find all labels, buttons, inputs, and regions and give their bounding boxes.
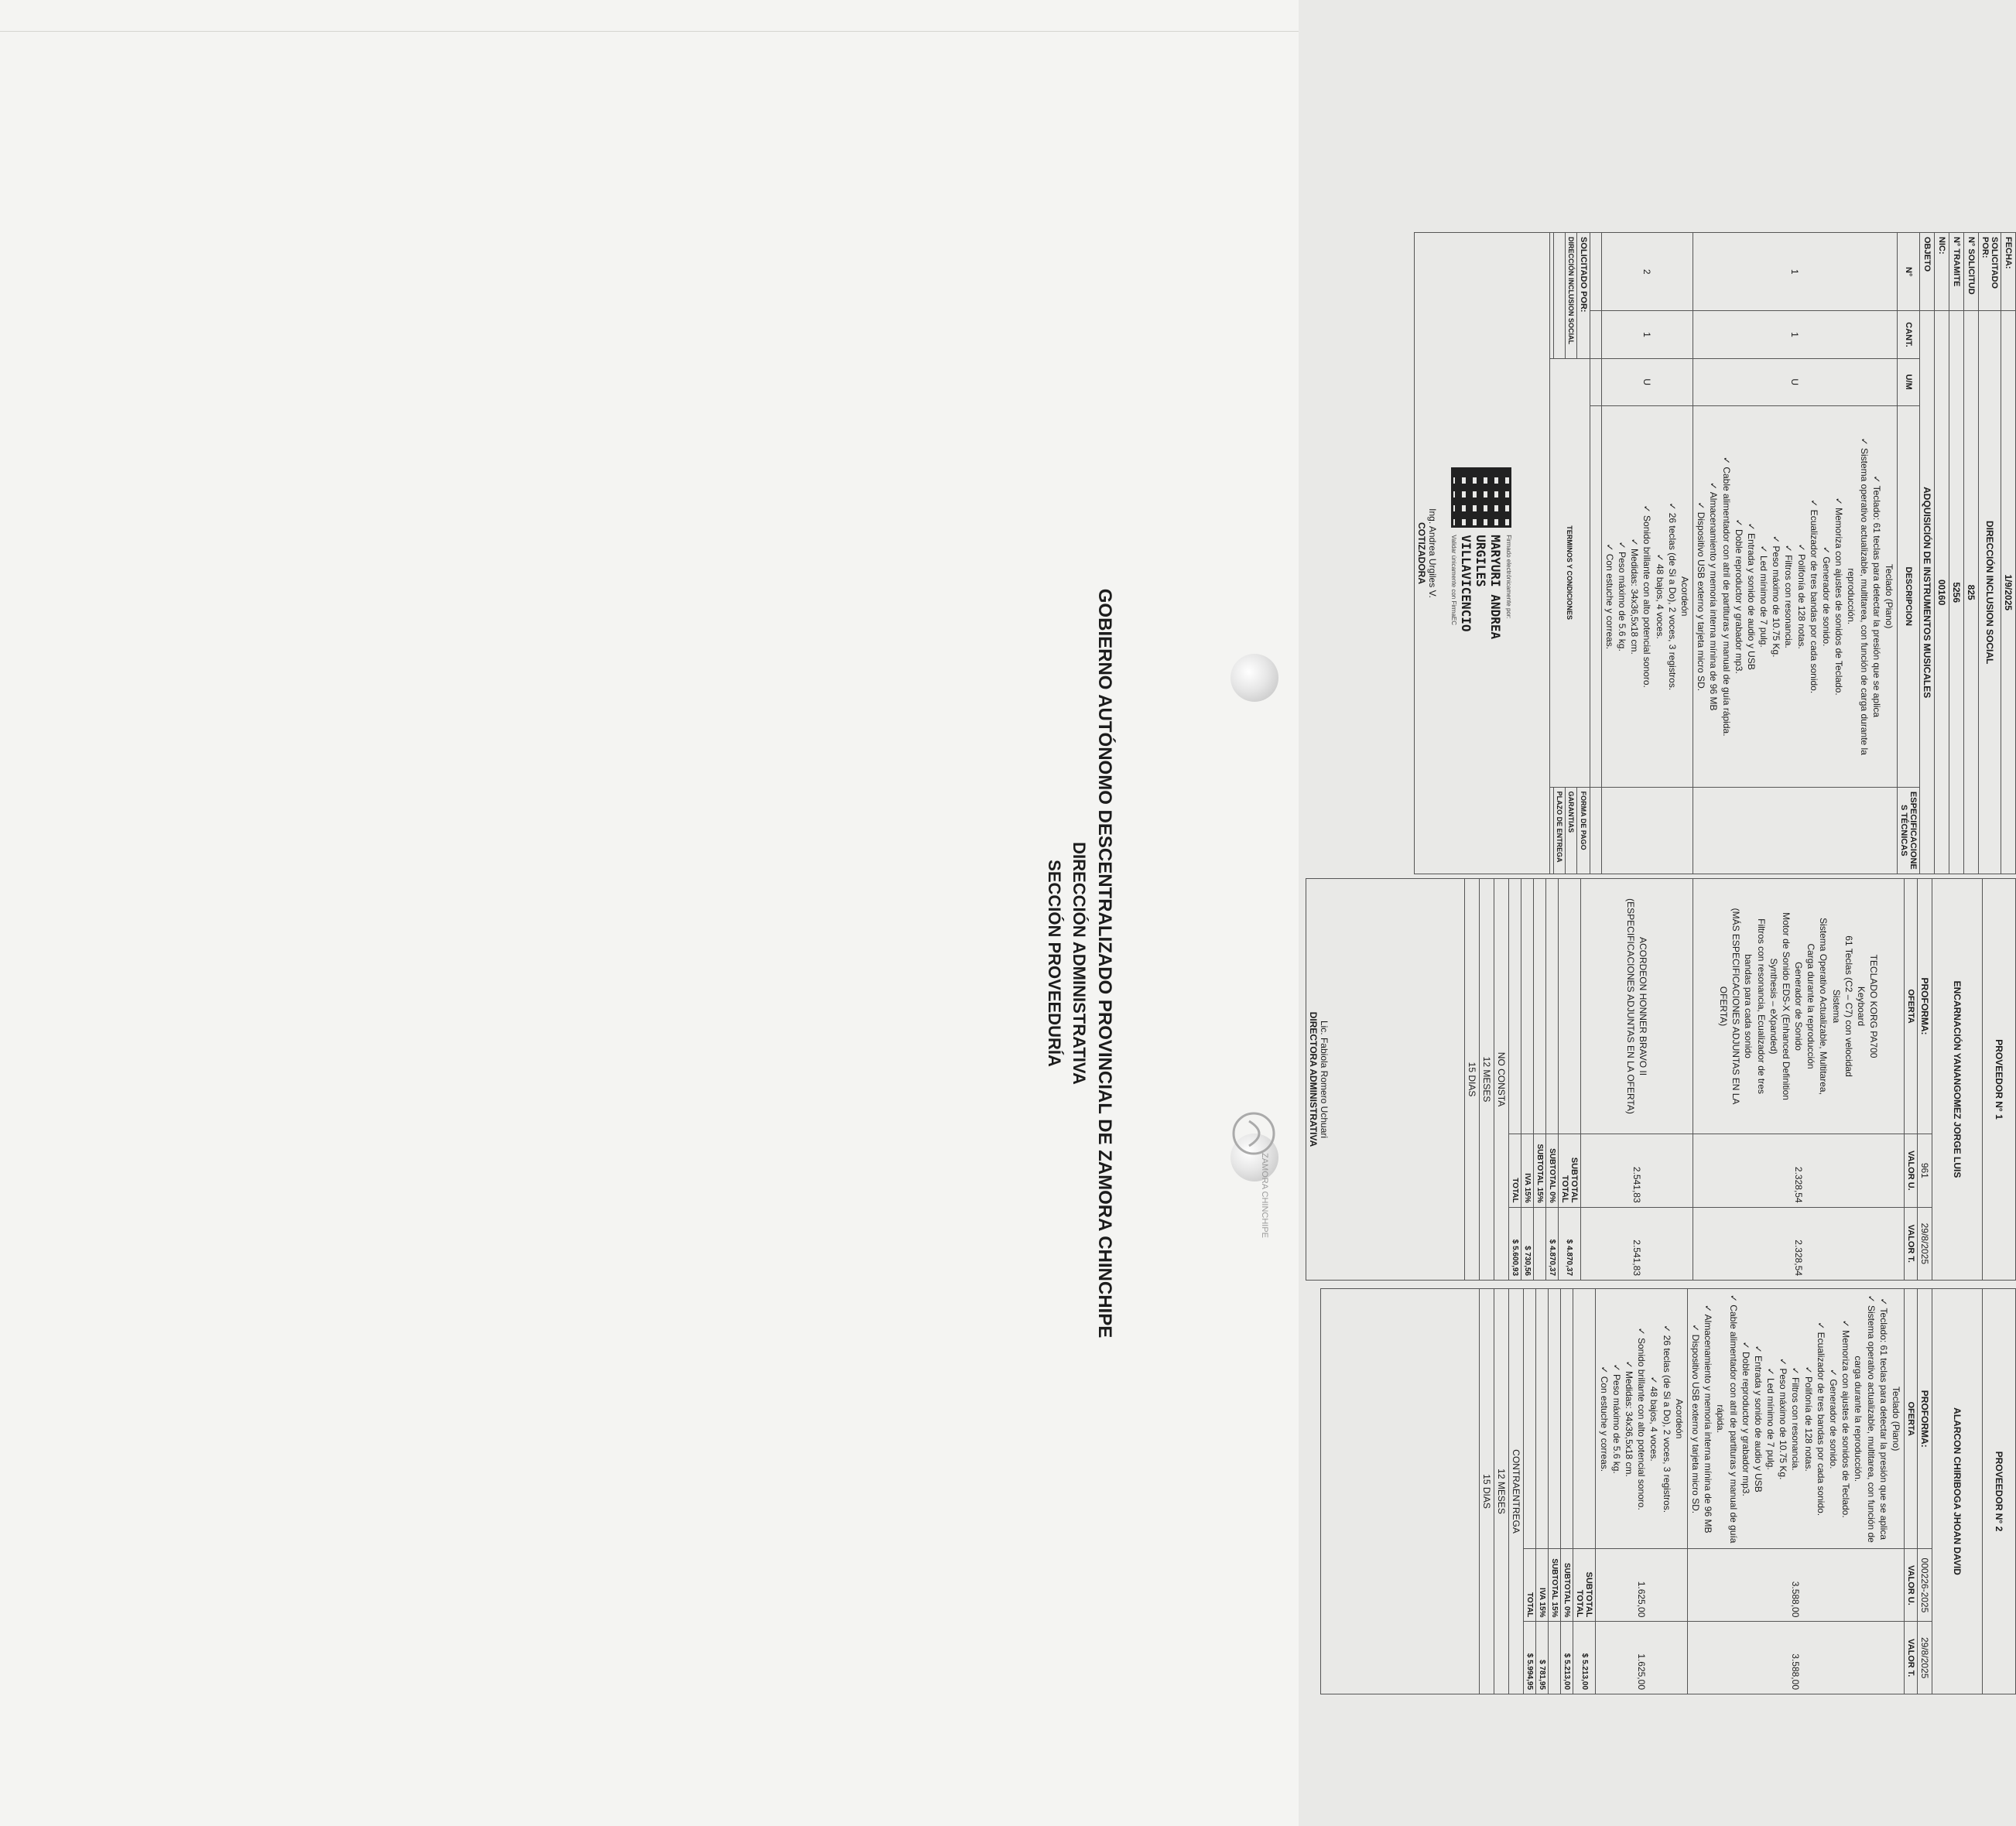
forma-pago: NO CONSTA <box>1494 879 1509 1281</box>
iva-value: $ 781,95 <box>1536 1622 1549 1694</box>
plazo-label: PLAZO DE ENTREGA <box>1553 787 1565 874</box>
offer-line: ✓ Led mínimo de 7 pulg. <box>1765 1367 1777 1470</box>
solicitud-label: N° SOLICITUD <box>1964 233 1979 311</box>
proforma-date: 29/8/2025 <box>1918 1207 1932 1280</box>
desc-line: ✓ Sonido brillante con alto potencial sonoro. <box>1641 504 1653 688</box>
offer-line: ✓ Con estuche y correas. <box>1598 1366 1610 1472</box>
desc-line: Acordeón <box>1679 576 1690 617</box>
table-row <box>1693 233 1898 874</box>
total-label: TOTAL <box>1509 1134 1521 1208</box>
desc-line: ✓ Doble reproductor y grabador mp3. <box>1733 518 1744 674</box>
col-valor-t: VALOR T. <box>1905 1622 1918 1694</box>
subtotal0-label: SUBTOTAL 0% <box>1546 1134 1559 1208</box>
garantia: 12 MESES <box>1494 1289 1509 1694</box>
offer-line: (ESPECIFICACIONES ADJUNTAS EN LA OFERTA) <box>1625 898 1636 1114</box>
desc-line: ✓ Entrada y sonido de audio y USB <box>1745 522 1757 670</box>
esig-name: URGILES <box>1473 535 1489 587</box>
offer-line: Teclado (Piano) <box>1891 1387 1901 1452</box>
total-price: 2.541,83 <box>1581 1207 1693 1280</box>
iva-label: IVA 15% <box>1536 1549 1549 1622</box>
item-description <box>1693 405 1898 787</box>
terms-solicitado-value: DIRECCIÓN INCLUSION SOCIAL <box>1565 233 1576 359</box>
solicitado-value: DIRECCIÓN INCLUSION SOCIAL <box>1979 311 2001 874</box>
esig-validate: Validar únicamente con FirmaEC <box>1450 535 1457 626</box>
col-valor-u: VALOR U. <box>1905 1549 1918 1622</box>
unit-price: 2.328,54 <box>1693 1134 1905 1208</box>
desc-line: ✓ Teclado: 61 teclas para detectar la presión que se aplica <box>1871 475 1882 718</box>
offer-line: Filtros con resonancia, Ecualizador de tres <box>1755 918 1767 1094</box>
offer-line: ✓ Filtros con resonancia. <box>1790 1366 1802 1471</box>
terms-solicitado-label: SOLICITADO POR: <box>1576 233 1590 359</box>
subtotal-total-value: $ 5.213,00 <box>1573 1622 1596 1694</box>
garantia: 12 MESES <box>1480 879 1494 1281</box>
qr-code-icon <box>1451 467 1511 528</box>
request-table <box>1414 232 2016 874</box>
total-price: 1.625,00 <box>1596 1622 1687 1694</box>
offer-line: Acordeón <box>1673 1399 1685 1439</box>
cotizadora-role: COTIZADORA <box>1415 522 1427 584</box>
tramite-value: 5256 <box>1949 311 1964 874</box>
header-seccion: SECCIÓN PROVEEDURÍA <box>1045 860 1064 1067</box>
offer-line: Sistema <box>1830 989 1842 1024</box>
proveedor2-name: ALARCON CHIRIBOGA JHOAN DAVID <box>1932 1289 1983 1694</box>
table-row <box>1601 233 1693 874</box>
desc-line: ✓ Generador de sonido. <box>1821 546 1833 647</box>
table-row <box>1596 1289 1687 1694</box>
offer-line: ✓ Sistema operativo actualizable, multitarea, con función de carga durante la reproducción. <box>1853 1294 1877 1543</box>
item-cant: 1 <box>1601 311 1693 358</box>
pago-label: FORMA DE PAGO <box>1576 787 1590 874</box>
offer-line: ✓ Memoriza con ajustes de sonidos de Teclado. <box>1840 1319 1852 1518</box>
iva-label: IVA 15% <box>1521 1134 1534 1208</box>
offer-line: ✓ Cable alimentador con atril de partituras y manual de guía rápida. <box>1715 1294 1739 1544</box>
offer-description <box>1687 1289 1904 1549</box>
punch-hole-top <box>1230 654 1278 702</box>
desc-line: ✓ Peso máximo de 5.6 kg. <box>1617 541 1628 651</box>
directora-role: DIRECTORA ADMINISTRATIVA <box>1308 1011 1319 1147</box>
desc-line: ✓ Cable alimentador con atril de partituras y manual de guía rápida. <box>1720 456 1732 737</box>
desc-line: ✓ Dispositivo USB externo y tarjeta micro SD. <box>1696 501 1707 692</box>
offer-line: ✓ Entrada y sonido de audio y USB <box>1752 1345 1764 1493</box>
desc-line: ✓ 48 bajos, 4 voces. <box>1654 553 1665 639</box>
garantia-label: GARANTIAS <box>1565 787 1576 874</box>
proveedor2-title: PROVEEDOR N° 2 <box>1983 1289 2016 1694</box>
desc-line: ✓ Con estuche y correas. <box>1604 543 1615 650</box>
proveedor1-name: ENCARNACIÓN YANANGOMEZ JORGE LUIS <box>1932 879 1983 1281</box>
offer-line: Generador de Sonido <box>1793 962 1805 1051</box>
offer-line: ✓ Dispositivo USB externo y tarjeta micro SD. <box>1690 1324 1701 1514</box>
offer-line: ✓ Doble reproductor y grabador mp3. <box>1740 1341 1751 1496</box>
header-direccion: DIRECCIÓN ADMINISTRATIVA <box>1070 842 1089 1085</box>
fecha-label: FECHA: <box>2001 233 2016 311</box>
logo-text: ZAMORA CHINCHIPE <box>1260 1153 1269 1239</box>
table-row <box>1581 879 1693 1281</box>
offer-line: ✓ 48 bajos, 4 voces. <box>1648 1376 1660 1462</box>
empty-signature-cell <box>1321 1289 1480 1694</box>
offer-line: ✓ Sonido brillante con alto potencial sonoro. <box>1636 1327 1648 1510</box>
iva-value: $ 730,56 <box>1521 1207 1534 1280</box>
page-crease <box>0 31 1299 32</box>
offer-description <box>1581 879 1693 1134</box>
objeto-value: ADQUISICIÓN DE INSTRUMENTOS MUSICALES <box>1920 311 1935 874</box>
item-description <box>1601 405 1693 787</box>
solicitud-value: 825 <box>1964 311 1979 874</box>
offer-line: Keyboard <box>1856 986 1867 1027</box>
table-row <box>1693 879 1905 1281</box>
proforma-date: 29/8/2025 <box>1918 1622 1932 1694</box>
esig-name: VILLAVICENCIO <box>1459 535 1474 632</box>
plazo-entrega: 15 DIAS <box>1480 1289 1494 1694</box>
subtotal15-value <box>1549 1622 1561 1694</box>
desc-line: Teclado (Piano) <box>1884 564 1894 629</box>
nic-value: 00160 <box>1935 311 1949 874</box>
proforma-label: PROFORMA: <box>1918 1289 1932 1549</box>
rotated-document <box>112 232 2014 1694</box>
offer-line: ✓ Teclado: 61 teclas para detectar la presión que se aplica <box>1877 1298 1889 1540</box>
item-n: 1 <box>1693 233 1898 311</box>
offer-line: 61 Teclas (C2 – C7) con velocidad <box>1843 935 1854 1077</box>
offer-line: OFERTA) <box>1717 986 1729 1027</box>
spec-cell <box>1693 787 1898 874</box>
desc-line: ✓ Memoriza con ajustes de sonidos de Teclado. <box>1833 497 1845 696</box>
unit-price: 3.588,00 <box>1687 1549 1904 1622</box>
item-um: U <box>1601 358 1693 405</box>
terms-conditions: TERMINOS Y CONDICIONES <box>1549 358 1590 787</box>
col-n: N° <box>1898 233 1920 311</box>
desc-line: ✓ 26 teclas (de Si a Do), 2 voces, 3 registros. <box>1666 502 1678 691</box>
total-value: $ 5.600,93 <box>1509 1207 1521 1280</box>
offer-line: TECLADO KORG PA700 <box>1868 954 1880 1058</box>
item-um: U <box>1693 358 1898 405</box>
cotizadora-name: Ing. Andrea Urgiles V. <box>1426 508 1438 598</box>
fecha-value: 1/9/2025 <box>2001 311 2016 874</box>
offer-line: ✓ 26 teclas (de Si a Do), 2 voces, 3 registros. <box>1661 1325 1672 1513</box>
col-oferta: OFERTA <box>1905 879 1918 1134</box>
offer-line: Sistema Operativo Actualizable, Multitarea, <box>1818 918 1829 1095</box>
total-label: TOTAL <box>1524 1549 1536 1622</box>
desc-line: ✓ Filtros con resonancia. <box>1783 544 1795 648</box>
total-value: $ 5.994,95 <box>1524 1622 1536 1694</box>
plazo-entrega: 15 DIAS <box>1465 879 1480 1281</box>
subtotal15-value <box>1534 1207 1546 1280</box>
col-cant: CANT. <box>1898 311 1920 358</box>
subtotal15-label: SUBTOTAL 15% <box>1549 1549 1561 1622</box>
esig-note: Firmado electrónicamente por: <box>1504 535 1512 619</box>
logo-icon <box>1223 1110 1285 1195</box>
proveedor2-table <box>1321 1288 2016 1694</box>
col-especificaciones: ESPECIFICACIONE S TÉCNICAS <box>1898 787 1920 874</box>
desc-line: ✓ Sistema operativo actualizable, multitarea, con función de carga durante la reproducción. <box>1846 437 1870 755</box>
objeto-label: OBJETO <box>1920 233 1935 311</box>
proforma-number: 000226-2025 <box>1918 1549 1932 1622</box>
offer-line: ✓ Generador de sonido. <box>1828 1368 1840 1469</box>
subtotal-total-label: SUBTOTAL TOTAL <box>1573 1549 1596 1622</box>
solicitado-label: SOLICITADO POR: <box>1979 233 2001 311</box>
subtotal-total-label: SUBTOTAL TOTAL <box>1559 1134 1581 1208</box>
proveedor1-title: PROVEEDOR N° 1 <box>1983 879 2016 1281</box>
offer-line: ✓ Peso máximo de 5.6 kg. <box>1610 1363 1622 1474</box>
desc-line: ✓ Polifonía de 128 notas. <box>1795 543 1807 649</box>
total-price: 3.588,00 <box>1687 1622 1904 1694</box>
col-valor-t: VALOR T. <box>1905 1207 1918 1280</box>
desc-line: ✓ Peso máximo de 10.75 Kg. <box>1771 535 1782 658</box>
proveedor1-table <box>1306 878 2016 1281</box>
desc-line: ✓ Led mínimo de 7 pulg. <box>1758 545 1770 648</box>
col-descripcion: DESCRIPCION <box>1898 405 1920 787</box>
offer-line: Synthesis – eXpanded) <box>1768 958 1779 1055</box>
item-n: 2 <box>1601 233 1693 311</box>
offer-description <box>1596 1289 1687 1549</box>
offer-line: ✓ Medidas: 34x36,5x18 cm. <box>1624 1360 1635 1477</box>
tramite-label: N° TRAMITE <box>1949 233 1964 311</box>
offer-line: Motor de Sonido EDS-X (Enhanced Definition <box>1780 912 1792 1100</box>
offer-line: ✓ Ecualizador de tres bandas por cada sonido. <box>1815 1322 1826 1517</box>
col-oferta: OFERTA <box>1905 1289 1918 1549</box>
table-row <box>1687 1289 1904 1694</box>
total-price: 2.328,54 <box>1693 1207 1905 1280</box>
unit-price: 1.625,00 <box>1596 1549 1687 1622</box>
offer-line: ACORDEON HONNER BRAVO II <box>1638 936 1649 1076</box>
cotizadora-signature <box>1414 233 1549 874</box>
proforma-number: 961 <box>1918 1134 1932 1208</box>
esig-name: MARYURI ANDREA <box>1488 535 1504 640</box>
offer-line: bandas para cada sonido <box>1743 954 1754 1058</box>
directora-signature <box>1306 879 1465 1281</box>
header-title: GOBIERNO AUTÓNOMO DESCENTRALIZADO PROVINCIAL DE ZAMORA CHINCHIPE <box>1094 588 1115 1339</box>
offer-line: (MÁS ESPECIFICACIONES ADJUNTAS EN LA <box>1730 908 1742 1105</box>
desc-line: ✓ Medidas: 34x36,5x18 cm. <box>1629 538 1641 655</box>
offer-description <box>1693 879 1905 1134</box>
item-cant: 1 <box>1693 311 1898 358</box>
offer-line: ✓ Polifonía de 128 notas. <box>1802 1366 1814 1472</box>
col-um: U/M <box>1898 358 1920 405</box>
subtotal0-value: $ 4.870,37 <box>1546 1207 1559 1280</box>
spec-cell <box>1601 787 1693 874</box>
offer-line: ✓ Almacenamiento y memoria interna mínina de 96 MB <box>1703 1304 1714 1534</box>
subtotal15-label: SUBTOTAL 15% <box>1534 1134 1546 1208</box>
subtotal-total-value: $ 4.870,37 <box>1559 1207 1581 1280</box>
forma-pago: CONTRAENTREGA <box>1509 1289 1524 1694</box>
directora-name: Lic. Fabiola Romero Uchuari <box>1319 1020 1330 1139</box>
subtotal0-value: $ 5.213,00 <box>1561 1622 1573 1694</box>
proforma-label: PROFORMA: <box>1918 879 1932 1134</box>
subtotal0-label: SUBTOTAL 0% <box>1561 1549 1573 1622</box>
offer-line: ✓ Peso máximo de 10.75 Kg. <box>1778 1357 1789 1480</box>
desc-line: ✓ Almacenamiento y memoria interna mínina de 96 MB <box>1708 481 1720 711</box>
nic-label: NIC: <box>1935 233 1949 311</box>
col-valor-u: VALOR U. <box>1905 1134 1918 1208</box>
unit-price: 2.541,83 <box>1581 1134 1693 1208</box>
desc-line: ✓ Ecualizador de tres bandas por cada sonido. <box>1808 499 1819 694</box>
offer-line: Carga durante la reproducción <box>1806 943 1817 1069</box>
